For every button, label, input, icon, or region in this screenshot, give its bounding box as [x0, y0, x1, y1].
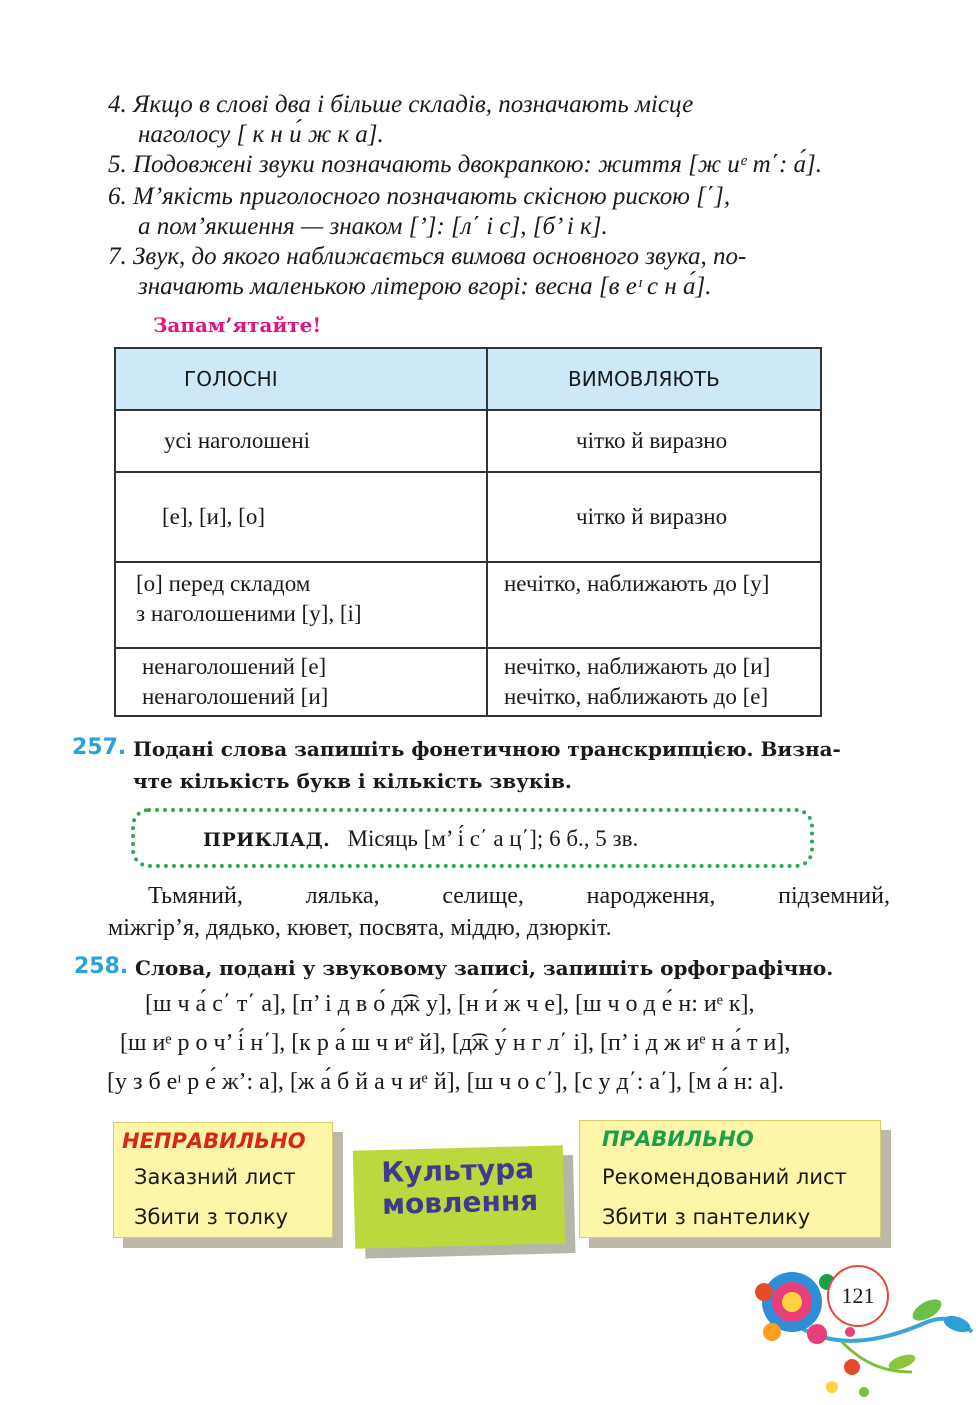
remember-heading: Запам’ятайте!: [153, 313, 322, 337]
table-row: [115, 562, 821, 648]
table-cell-pronounce: чітко й виразно: [487, 472, 821, 562]
incorrect-title: НЕПРАВИЛЬНО: [122, 1129, 306, 1153]
transcription-line: [ш иᵉ р о ч’ і́ н΄], [к р а́ ш ч иᵉ й], [д͡ж у́ н г л΄ і], [п’ і д ж иᵉ н а́ т и],: [120, 1030, 791, 1056]
cell-line: нечітко, наближають до [е]: [504, 684, 769, 709]
table-header-pronounce: ВИМОВЛЯЮТЬ: [487, 348, 821, 410]
cell-line: нечітко, наближають до [и]: [504, 654, 771, 679]
cell-line: [о] перед складом: [136, 571, 311, 596]
rule-line: а пом’якшення — знаком [’]: [л΄ і с], [б’ і к].: [138, 213, 608, 240]
exercise-257-task-line: чте кількість букв і кількість звуків.: [133, 769, 572, 793]
rule-line: наголосу [ к н и́ ж к а].: [138, 121, 384, 148]
table-cell-vowel: [115, 562, 487, 648]
speech-culture-badge: [353, 1145, 565, 1248]
example-text: [203, 826, 638, 852]
phonetic-rules: [108, 90, 908, 305]
exercise-258-task: Слова, подані у звуковому записі, запишіть орфографічно.: [135, 956, 834, 980]
cell-line: ненаголошений [и]: [142, 684, 329, 709]
speech-culture-line: Культура: [380, 1152, 535, 1190]
table-cell-pronounce: чітко й виразно: [487, 410, 821, 472]
word: лялька,: [305, 883, 380, 909]
words-list-line: [148, 880, 890, 912]
page-number: 121: [827, 1265, 889, 1327]
exercise-257-task-line: Подані слова запишіть фонетичною транскрипцією. Визна-: [133, 737, 841, 761]
table-header-row: [115, 348, 821, 410]
table-header-vowels: ГОЛОСНІ: [115, 348, 487, 410]
rule-line: 6. М’якість приголосного позначають скісною рискою [΄],: [108, 183, 731, 210]
rule-line: значають маленькою літерою вгорі: весна [в еᶦ с н а́].: [138, 273, 712, 300]
word: селище,: [442, 883, 524, 909]
incorrect-card: [113, 1122, 333, 1238]
table-cell-vowel: усі наголошені: [115, 410, 487, 472]
table-cell-pronounce: [487, 648, 821, 716]
table-cell-pronounce: [487, 562, 821, 648]
rule-line: 4. Якщо в слові два і більше складів, позначають місце: [108, 91, 694, 118]
incorrect-item: Збити з толку: [134, 1205, 289, 1229]
correct-item: Рекомендований лист: [602, 1165, 847, 1189]
rule-line: 7. Звук, до якого наближається вимова основного звука, по-: [108, 243, 747, 270]
incorrect-item: Заказний лист: [134, 1165, 296, 1189]
exercise-number-258: 258.: [74, 954, 129, 979]
table-row: [115, 410, 821, 472]
table-row: [115, 648, 821, 716]
cell-line: ненаголошений [е]: [142, 654, 327, 679]
correct-item: Збити з пантелику: [602, 1205, 811, 1229]
cell-line: з наголошеними [у], [і]: [136, 601, 362, 626]
vowels-table: [114, 347, 822, 717]
word: народження,: [586, 883, 716, 909]
word: Тьмяний,: [148, 883, 243, 909]
word: підземний,: [778, 883, 890, 909]
transcription-line: [у з б еᶦ р е́ ж’: а], [ж а́ б й а ч иᵉ й], [ш ч о с΄], [с у д΄: а΄], [м а́ н: а].: [107, 1069, 784, 1095]
table-cell-vowel: [115, 648, 487, 716]
correct-title: ПРАВИЛЬНО: [602, 1127, 754, 1151]
words-list-line: міжгір’я, дядько, кювет, посвята, міддю, дзюркіт.: [108, 915, 612, 941]
exercise-number-257: 257.: [72, 735, 127, 760]
table-row: [115, 472, 821, 562]
example-value: Місяць [м’ і́ с΄ а ц΄]; 6 б., 5 зв.: [347, 826, 639, 851]
rule-line: 5. Подовжені звуки позначають двокрапкою: життя [ж иᵉ т΄: а́].: [108, 151, 823, 178]
cell-line: нечітко, наближають до [у]: [504, 571, 770, 596]
transcription-line: [ш ч а́ с΄ т΄ а], [п’ і д в о́ д͡ж у], [н и́ ж ч е], [ш ч о д е́ н: иᵉ к],: [145, 991, 755, 1017]
table-cell-vowel: [е], [и], [о]: [115, 472, 487, 562]
correct-card: [579, 1120, 881, 1238]
speech-culture-line: мовлення: [381, 1183, 539, 1222]
example-label: ПРИКЛАД.: [203, 829, 331, 851]
